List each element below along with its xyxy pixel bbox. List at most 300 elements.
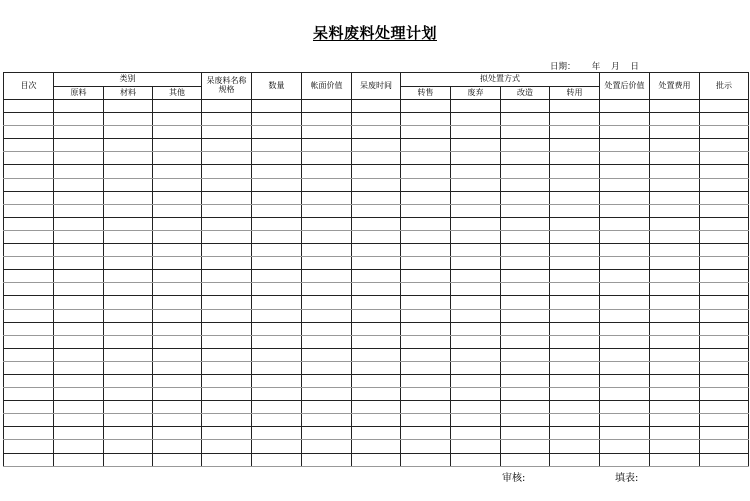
table-cell[interactable] (401, 100, 451, 113)
table-cell[interactable] (352, 361, 401, 374)
table-cell[interactable] (54, 414, 104, 427)
table-cell[interactable] (451, 453, 501, 466)
table-cell[interactable] (650, 283, 700, 296)
table-cell[interactable] (451, 361, 501, 374)
table-cell[interactable] (700, 244, 749, 257)
table-cell[interactable] (600, 204, 650, 217)
table-cell[interactable] (302, 309, 352, 322)
table-cell[interactable] (153, 139, 202, 152)
table-cell[interactable] (202, 414, 252, 427)
table-cell[interactable] (202, 401, 252, 414)
table-cell[interactable] (401, 139, 451, 152)
table-cell[interactable] (104, 283, 153, 296)
table-cell[interactable] (550, 191, 600, 204)
table-cell[interactable] (4, 270, 54, 283)
table-cell[interactable] (104, 414, 153, 427)
table-cell[interactable] (451, 309, 501, 322)
table-cell[interactable] (451, 178, 501, 191)
table-cell[interactable] (550, 322, 600, 335)
table-cell[interactable] (352, 165, 401, 178)
table-cell[interactable] (451, 217, 501, 230)
table-cell[interactable] (401, 453, 451, 466)
table-cell[interactable] (302, 100, 352, 113)
table-cell[interactable] (54, 388, 104, 401)
table-cell[interactable] (4, 257, 54, 270)
table-cell[interactable] (202, 322, 252, 335)
table-cell[interactable] (401, 401, 451, 414)
table-cell[interactable] (352, 126, 401, 139)
table-cell[interactable] (700, 152, 749, 165)
table-cell[interactable] (550, 440, 600, 453)
table-cell[interactable] (550, 230, 600, 243)
table-cell[interactable] (501, 230, 550, 243)
table-cell[interactable] (104, 126, 153, 139)
table-cell[interactable] (54, 335, 104, 348)
table-cell[interactable] (104, 152, 153, 165)
table-cell[interactable] (401, 191, 451, 204)
table-cell[interactable] (104, 322, 153, 335)
table-cell[interactable] (4, 374, 54, 387)
table-cell[interactable] (104, 374, 153, 387)
table-cell[interactable] (401, 427, 451, 440)
table-cell[interactable] (650, 401, 700, 414)
table-cell[interactable] (650, 296, 700, 309)
table-cell[interactable] (700, 217, 749, 230)
table-cell[interactable] (153, 191, 202, 204)
table-cell[interactable] (104, 427, 153, 440)
table-cell[interactable] (302, 165, 352, 178)
table-cell[interactable] (153, 165, 202, 178)
table-cell[interactable] (352, 257, 401, 270)
table-cell[interactable] (54, 270, 104, 283)
table-cell[interactable] (252, 204, 302, 217)
table-cell[interactable] (153, 283, 202, 296)
table-cell[interactable] (550, 388, 600, 401)
table-cell[interactable] (700, 414, 749, 427)
table-cell[interactable] (650, 361, 700, 374)
table-cell[interactable] (202, 440, 252, 453)
table-cell[interactable] (252, 296, 302, 309)
table-cell[interactable] (352, 374, 401, 387)
table-cell[interactable] (600, 348, 650, 361)
table-cell[interactable] (104, 178, 153, 191)
table-cell[interactable] (252, 427, 302, 440)
table-cell[interactable] (650, 191, 700, 204)
table-cell[interactable] (153, 388, 202, 401)
table-cell[interactable] (451, 335, 501, 348)
table-cell[interactable] (550, 244, 600, 257)
table-cell[interactable] (352, 100, 401, 113)
table-cell[interactable] (252, 414, 302, 427)
table-cell[interactable] (600, 374, 650, 387)
table-cell[interactable] (252, 453, 302, 466)
table-cell[interactable] (252, 322, 302, 335)
table-cell[interactable] (501, 126, 550, 139)
table-cell[interactable] (54, 283, 104, 296)
table-cell[interactable] (104, 440, 153, 453)
table-cell[interactable] (302, 348, 352, 361)
table-cell[interactable] (501, 388, 550, 401)
table-cell[interactable] (451, 374, 501, 387)
table-cell[interactable] (202, 335, 252, 348)
table-cell[interactable] (700, 453, 749, 466)
table-cell[interactable] (54, 374, 104, 387)
table-cell[interactable] (650, 335, 700, 348)
table-cell[interactable] (104, 100, 153, 113)
table-cell[interactable] (600, 322, 650, 335)
table-cell[interactable] (550, 257, 600, 270)
table-cell[interactable] (401, 322, 451, 335)
table-cell[interactable] (401, 283, 451, 296)
table-cell[interactable] (202, 388, 252, 401)
table-cell[interactable] (54, 126, 104, 139)
table-cell[interactable] (451, 165, 501, 178)
table-cell[interactable] (252, 230, 302, 243)
table-cell[interactable] (54, 309, 104, 322)
table-cell[interactable] (153, 152, 202, 165)
table-cell[interactable] (401, 348, 451, 361)
table-cell[interactable] (202, 100, 252, 113)
table-cell[interactable] (501, 440, 550, 453)
table-cell[interactable] (153, 217, 202, 230)
table-cell[interactable] (600, 191, 650, 204)
table-cell[interactable] (650, 270, 700, 283)
table-cell[interactable] (451, 126, 501, 139)
table-cell[interactable] (4, 204, 54, 217)
table-cell[interactable] (700, 139, 749, 152)
table-cell[interactable] (650, 126, 700, 139)
table-cell[interactable] (600, 178, 650, 191)
table-cell[interactable] (700, 126, 749, 139)
table-cell[interactable] (4, 139, 54, 152)
table-cell[interactable] (700, 178, 749, 191)
table-cell[interactable] (501, 113, 550, 126)
table-cell[interactable] (700, 165, 749, 178)
table-cell[interactable] (54, 322, 104, 335)
table-cell[interactable] (700, 374, 749, 387)
table-cell[interactable] (153, 401, 202, 414)
table-cell[interactable] (352, 113, 401, 126)
table-cell[interactable] (352, 348, 401, 361)
table-cell[interactable] (600, 152, 650, 165)
table-cell[interactable] (650, 414, 700, 427)
table-cell[interactable] (4, 178, 54, 191)
table-cell[interactable] (352, 401, 401, 414)
table-cell[interactable] (4, 152, 54, 165)
table-cell[interactable] (153, 113, 202, 126)
table-cell[interactable] (252, 165, 302, 178)
table-cell[interactable] (352, 388, 401, 401)
table-cell[interactable] (104, 139, 153, 152)
table-cell[interactable] (252, 100, 302, 113)
table-cell[interactable] (700, 100, 749, 113)
table-cell[interactable] (501, 152, 550, 165)
table-cell[interactable] (600, 296, 650, 309)
table-cell[interactable] (451, 414, 501, 427)
table-cell[interactable] (700, 204, 749, 217)
table-cell[interactable] (451, 270, 501, 283)
table-cell[interactable] (401, 335, 451, 348)
table-cell[interactable] (352, 270, 401, 283)
table-cell[interactable] (302, 244, 352, 257)
table-cell[interactable] (550, 178, 600, 191)
table-cell[interactable] (302, 335, 352, 348)
table-cell[interactable] (252, 361, 302, 374)
table-cell[interactable] (700, 322, 749, 335)
table-cell[interactable] (202, 374, 252, 387)
table-cell[interactable] (550, 414, 600, 427)
table-cell[interactable] (153, 453, 202, 466)
table-cell[interactable] (302, 257, 352, 270)
table-cell[interactable] (352, 453, 401, 466)
table-cell[interactable] (153, 335, 202, 348)
table-cell[interactable] (252, 217, 302, 230)
table-cell[interactable] (650, 244, 700, 257)
table-cell[interactable] (352, 191, 401, 204)
table-cell[interactable] (451, 322, 501, 335)
table-cell[interactable] (401, 178, 451, 191)
table-cell[interactable] (153, 309, 202, 322)
table-cell[interactable] (202, 165, 252, 178)
table-cell[interactable] (451, 401, 501, 414)
table-cell[interactable] (252, 401, 302, 414)
table-cell[interactable] (501, 335, 550, 348)
table-cell[interactable] (202, 361, 252, 374)
table-cell[interactable] (550, 453, 600, 466)
table-cell[interactable] (252, 126, 302, 139)
table-cell[interactable] (252, 152, 302, 165)
table-cell[interactable] (650, 322, 700, 335)
table-cell[interactable] (4, 440, 54, 453)
table-cell[interactable] (352, 139, 401, 152)
table-cell[interactable] (600, 283, 650, 296)
table-cell[interactable] (550, 139, 600, 152)
table-cell[interactable] (401, 296, 451, 309)
table-cell[interactable] (153, 414, 202, 427)
table-cell[interactable] (352, 204, 401, 217)
table-cell[interactable] (202, 204, 252, 217)
table-cell[interactable] (451, 283, 501, 296)
table-cell[interactable] (4, 361, 54, 374)
table-cell[interactable] (650, 217, 700, 230)
table-cell[interactable] (550, 335, 600, 348)
table-cell[interactable] (252, 244, 302, 257)
table-cell[interactable] (4, 309, 54, 322)
table-cell[interactable] (501, 361, 550, 374)
table-cell[interactable] (550, 113, 600, 126)
table-cell[interactable] (153, 374, 202, 387)
table-cell[interactable] (54, 427, 104, 440)
table-cell[interactable] (54, 453, 104, 466)
table-cell[interactable] (401, 165, 451, 178)
table-cell[interactable] (153, 126, 202, 139)
table-cell[interactable] (550, 152, 600, 165)
table-cell[interactable] (600, 427, 650, 440)
table-cell[interactable] (650, 309, 700, 322)
table-cell[interactable] (153, 361, 202, 374)
table-cell[interactable] (302, 322, 352, 335)
table-cell[interactable] (700, 113, 749, 126)
table-cell[interactable] (650, 427, 700, 440)
table-cell[interactable] (302, 217, 352, 230)
table-cell[interactable] (451, 244, 501, 257)
table-cell[interactable] (352, 440, 401, 453)
table-cell[interactable] (252, 257, 302, 270)
table-cell[interactable] (4, 453, 54, 466)
table-cell[interactable] (302, 126, 352, 139)
table-cell[interactable] (352, 309, 401, 322)
table-cell[interactable] (302, 283, 352, 296)
table-cell[interactable] (202, 348, 252, 361)
table-cell[interactable] (302, 440, 352, 453)
table-cell[interactable] (153, 270, 202, 283)
table-cell[interactable] (700, 427, 749, 440)
table-cell[interactable] (401, 126, 451, 139)
table-cell[interactable] (352, 283, 401, 296)
table-cell[interactable] (104, 165, 153, 178)
table-cell[interactable] (4, 191, 54, 204)
table-cell[interactable] (650, 152, 700, 165)
table-cell[interactable] (54, 230, 104, 243)
table-cell[interactable] (352, 230, 401, 243)
table-cell[interactable] (650, 139, 700, 152)
table-cell[interactable] (153, 296, 202, 309)
table-cell[interactable] (104, 361, 153, 374)
table-cell[interactable] (302, 191, 352, 204)
table-cell[interactable] (451, 152, 501, 165)
table-cell[interactable] (4, 335, 54, 348)
table-cell[interactable] (501, 204, 550, 217)
table-cell[interactable] (252, 440, 302, 453)
table-cell[interactable] (451, 388, 501, 401)
table-cell[interactable] (302, 178, 352, 191)
table-cell[interactable] (550, 204, 600, 217)
table-cell[interactable] (54, 296, 104, 309)
table-cell[interactable] (700, 283, 749, 296)
table-cell[interactable] (302, 296, 352, 309)
table-cell[interactable] (202, 217, 252, 230)
table-cell[interactable] (550, 283, 600, 296)
table-cell[interactable] (252, 335, 302, 348)
table-cell[interactable] (104, 217, 153, 230)
table-cell[interactable] (401, 440, 451, 453)
table-cell[interactable] (153, 204, 202, 217)
table-cell[interactable] (153, 427, 202, 440)
table-cell[interactable] (352, 152, 401, 165)
table-cell[interactable] (650, 440, 700, 453)
table-cell[interactable] (600, 335, 650, 348)
table-cell[interactable] (54, 348, 104, 361)
table-cell[interactable] (104, 388, 153, 401)
table-cell[interactable] (550, 126, 600, 139)
table-cell[interactable] (153, 230, 202, 243)
table-cell[interactable] (153, 244, 202, 257)
table-cell[interactable] (700, 230, 749, 243)
table-cell[interactable] (104, 335, 153, 348)
table-cell[interactable] (4, 165, 54, 178)
table-cell[interactable] (302, 388, 352, 401)
table-cell[interactable] (650, 257, 700, 270)
table-cell[interactable] (202, 139, 252, 152)
table-cell[interactable] (550, 270, 600, 283)
table-cell[interactable] (650, 100, 700, 113)
table-cell[interactable] (700, 270, 749, 283)
table-cell[interactable] (600, 453, 650, 466)
table-cell[interactable] (104, 191, 153, 204)
table-cell[interactable] (54, 152, 104, 165)
table-cell[interactable] (401, 230, 451, 243)
table-cell[interactable] (600, 100, 650, 113)
table-cell[interactable] (153, 178, 202, 191)
table-cell[interactable] (600, 217, 650, 230)
table-cell[interactable] (54, 257, 104, 270)
table-cell[interactable] (252, 309, 302, 322)
table-cell[interactable] (401, 244, 451, 257)
table-cell[interactable] (401, 204, 451, 217)
table-cell[interactable] (501, 217, 550, 230)
table-cell[interactable] (550, 296, 600, 309)
table-cell[interactable] (202, 244, 252, 257)
table-cell[interactable] (600, 401, 650, 414)
table-cell[interactable] (202, 126, 252, 139)
table-cell[interactable] (4, 414, 54, 427)
table-cell[interactable] (401, 152, 451, 165)
table-cell[interactable] (650, 113, 700, 126)
table-cell[interactable] (451, 230, 501, 243)
table-cell[interactable] (252, 139, 302, 152)
table-cell[interactable] (352, 322, 401, 335)
table-cell[interactable] (352, 178, 401, 191)
table-cell[interactable] (4, 388, 54, 401)
table-cell[interactable] (54, 100, 104, 113)
table-cell[interactable] (202, 270, 252, 283)
table-cell[interactable] (202, 309, 252, 322)
table-cell[interactable] (501, 348, 550, 361)
table-cell[interactable] (600, 165, 650, 178)
table-cell[interactable] (650, 388, 700, 401)
table-cell[interactable] (104, 348, 153, 361)
table-cell[interactable] (451, 427, 501, 440)
table-cell[interactable] (153, 348, 202, 361)
table-cell[interactable] (700, 361, 749, 374)
table-cell[interactable] (700, 440, 749, 453)
table-cell[interactable] (302, 270, 352, 283)
table-cell[interactable] (104, 113, 153, 126)
table-cell[interactable] (252, 113, 302, 126)
table-cell[interactable] (54, 139, 104, 152)
table-cell[interactable] (153, 322, 202, 335)
table-cell[interactable] (202, 427, 252, 440)
table-cell[interactable] (104, 270, 153, 283)
table-cell[interactable] (4, 244, 54, 257)
table-cell[interactable] (352, 335, 401, 348)
table-cell[interactable] (4, 126, 54, 139)
table-cell[interactable] (550, 401, 600, 414)
table-cell[interactable] (202, 296, 252, 309)
table-cell[interactable] (352, 296, 401, 309)
table-cell[interactable] (202, 257, 252, 270)
table-cell[interactable] (54, 244, 104, 257)
table-cell[interactable] (550, 361, 600, 374)
table-cell[interactable] (302, 204, 352, 217)
table-cell[interactable] (401, 388, 451, 401)
table-cell[interactable] (501, 453, 550, 466)
table-cell[interactable] (501, 296, 550, 309)
table-cell[interactable] (54, 204, 104, 217)
table-cell[interactable] (700, 388, 749, 401)
table-cell[interactable] (4, 427, 54, 440)
table-cell[interactable] (104, 257, 153, 270)
